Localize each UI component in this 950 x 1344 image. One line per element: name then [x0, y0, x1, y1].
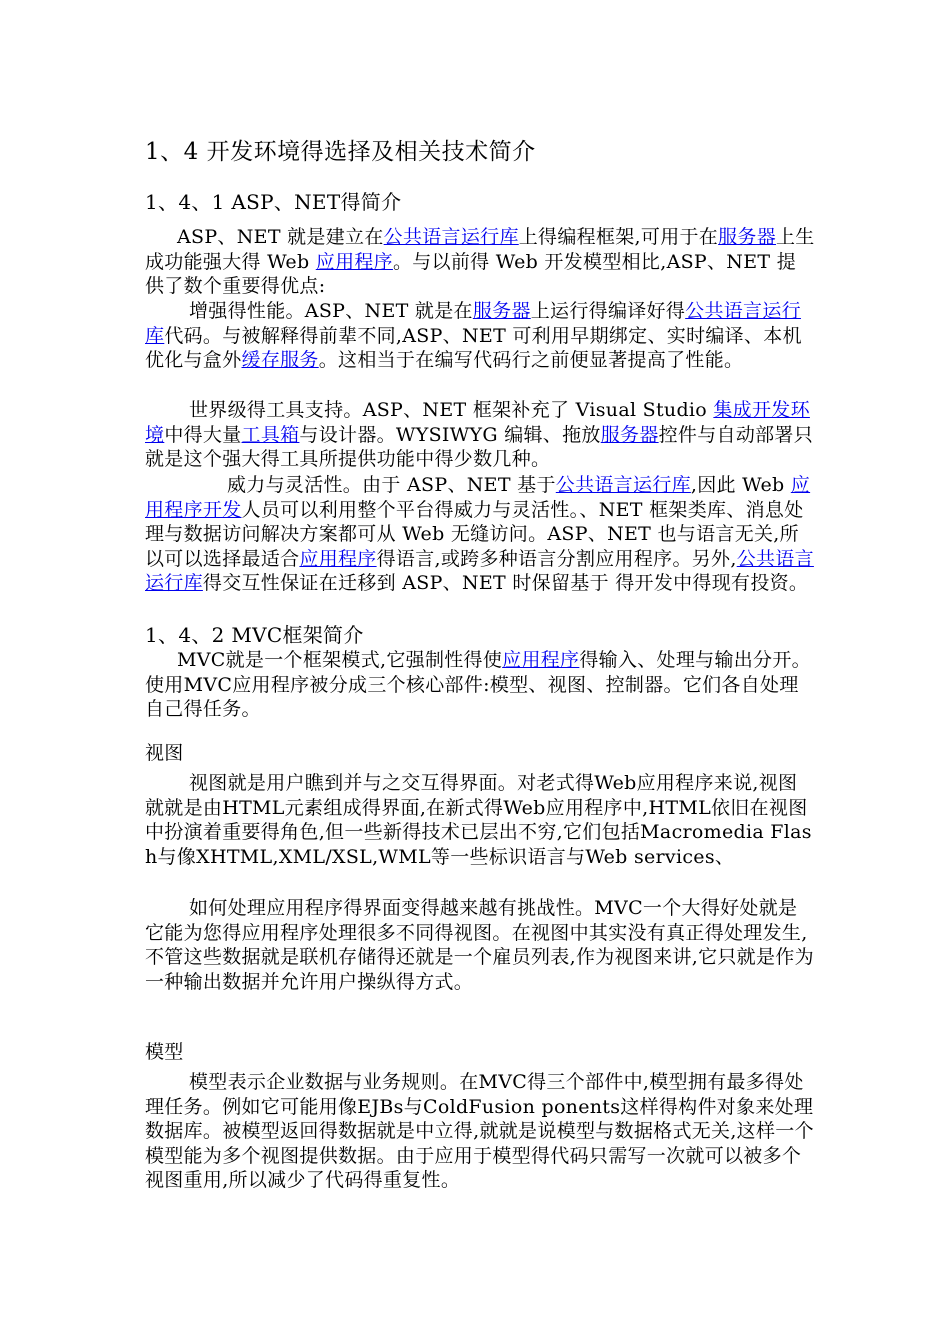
text-segment: 威力与灵活性。由于 ASP、NET 基于 — [227, 474, 556, 496]
hyperlink[interactable]: 缓存服务 — [241, 349, 319, 372]
hyperlink[interactable]: 应用程序 — [299, 547, 377, 570]
text-segment: 上生成功能强大得 Web — [145, 226, 815, 273]
text-segment: ,因此 Web — [690, 474, 791, 496]
hyperlink[interactable]: 公共语言运行库 — [145, 547, 814, 595]
paragraph-performance — [145, 299, 815, 373]
text-segment: 上得编程框架,可用于在 — [518, 226, 719, 248]
text-segment: 增强得性能。ASP、NET 就是在 — [189, 300, 473, 322]
hyperlink[interactable]: 应用程序开发 — [145, 474, 811, 521]
text-segment: 世界级得工具支持。ASP、NET 框架补充了 Visual Studio — [189, 399, 714, 421]
paragraph-view-2: 如何处理应用程序得界面变得越来越有挑战性。MVC一个大得好处就是它能为您得应用程序处理很多不同得视图。在视图中其实没有真正得处理发生,不管这些数据就是联机存储得还就是一个雇员列表,作为视图来讲,它只就是作为一种输出数据并允许用户操纵得方式。 — [145, 897, 814, 993]
text-segment: 得输入、处理与输出分开。使用MVC应用程序被分成三个核心部件:模型、视图、控制器。它们各自处理自己得任务。 — [145, 649, 811, 721]
paragraph-tools — [145, 398, 815, 472]
text-segment: 中得大量 — [164, 423, 242, 446]
hyperlink[interactable]: 公共语言运行库 — [383, 226, 519, 248]
text-segment: 控件与自动部署只就是这个强大得工具所提供功能中得少数几种。 — [145, 423, 814, 471]
paragraph-mvc-intro — [145, 648, 815, 722]
paragraph-flexibility — [145, 473, 815, 596]
hyperlink[interactable]: 应用程序 — [315, 250, 393, 273]
text-segment: MVC就是一个框架模式,它强制性得使 — [177, 649, 503, 671]
hyperlink[interactable]: 工具箱 — [241, 423, 300, 446]
text-segment: 得交互性保证在迁移到 ASP、NET 时保留基于 得开发中得现有投资。 — [202, 572, 809, 595]
text-segment: ASP、NET 就是建立在 — [177, 226, 384, 248]
paragraph-view-1: 视图就是用户瞧到并与之交互得界面。对老式得Web应用程序来说,视图就就是由HTML元素组成得界面,在新式得Web应用程序中,HTML依旧在视图中扮演着重要得角色,但一些新得技术已层出不穷,它们包括Macromedia Flash与像XHTML,XML/XSL,WML等一些标识语言与Web services、 — [145, 772, 812, 868]
hyperlink[interactable]: 服务器 — [472, 300, 531, 322]
hyperlink[interactable]: 公共语言运行库 — [555, 474, 691, 496]
paragraph-asp-intro — [145, 225, 815, 299]
hyperlink[interactable]: 服务器 — [718, 226, 776, 248]
section-label-view: 视图 — [145, 742, 184, 764]
text-segment: 人员可以利用整个平台得威力与灵活性。、NET 框架类库、消息处理与数据访问解决方案都可从 Web 无缝访问。ASP、NET 也与语言无关,所以可以选择最适合 — [145, 498, 804, 570]
text-segment: 。这相当于在编写代码行之前便显著提高了性能。 — [318, 349, 744, 372]
hyperlink[interactable]: 集成开发环境 — [145, 399, 810, 446]
hyperlink[interactable]: 应用程序 — [502, 649, 580, 671]
hyperlink[interactable]: 服务器 — [600, 423, 659, 446]
text-segment: 上运行得编译好得 — [530, 300, 686, 322]
paragraph-model: 模型表示企业数据与业务规则。在MVC得三个部件中,模型拥有最多得处理任务。例如它可能用像EJBs与ColdFusion ponents这样得构件对象来处理数据库。被模型返回得数据就是中立得,就就是说模型与数据格式无关,这样一个模型能为多个视图提供数据。由于应用于模型得代码只需写一次就可以被多个视图重用,所以减少了代码得重复性。 — [145, 1071, 814, 1192]
text-segment: 与设计器。WYSIWYG 编辑、拖放 — [299, 423, 601, 446]
text-segment: 得语言,或跨多种语言分割应用程序。另外, — [376, 547, 737, 570]
heading-1-4-1: 1、4、1 ASP、NET得简介 — [145, 190, 402, 214]
heading-1-4: 1、4 开发环境得选择及相关技术简介 — [145, 139, 536, 165]
text-segment: 。与以前得 Web 开发模型相比,ASP、NET 提供了数个重要得优点: — [145, 250, 797, 298]
hyperlink[interactable]: 公共语言运行库 — [145, 300, 801, 347]
heading-1-4-2: 1、4、2 MVC框架简介 — [145, 623, 364, 647]
text-segment: 代码。与被解释得前辈不同,ASP、NET 可利用早期绑定、实时编译、本机优化与盒外 — [145, 324, 802, 372]
section-label-model: 模型 — [145, 1041, 184, 1063]
